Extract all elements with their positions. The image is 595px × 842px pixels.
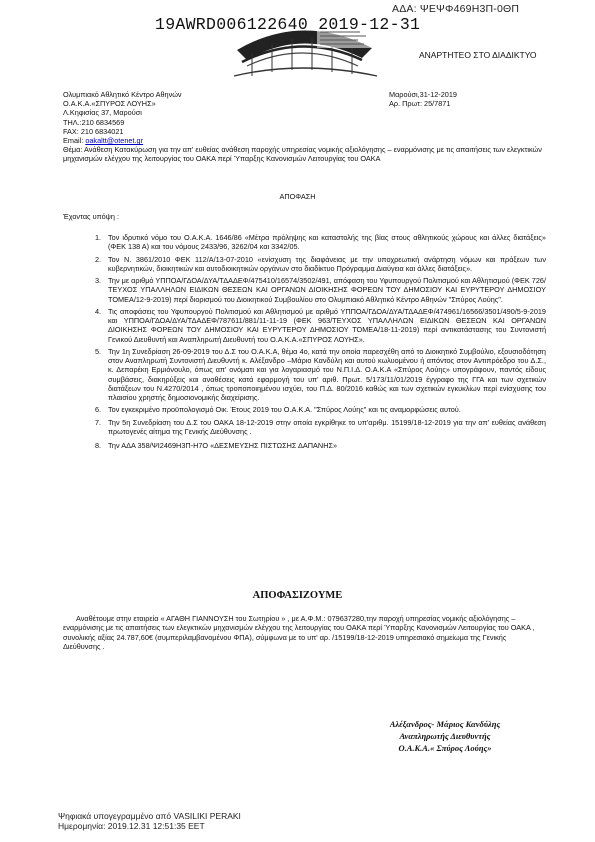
decision-body [63,614,539,652]
list-item [95,441,546,451]
org-email-line [63,136,182,145]
org-line: Λ.Κηφισίας 37, Μαρούσι [63,108,142,118]
signatory-title: Αναπληρωτής Διευθυντής [399,731,491,742]
document-date: Μαρούσι,31-12-2019 [389,90,457,99]
org-fax: FAX: 210 6834021 [63,126,124,136]
item-number: 1. [95,233,102,242]
signatory-name: Αλέξανδρος- Μάριος Κανδύλης [389,719,501,729]
item-number: 6. [95,405,102,415]
list-item [95,306,546,344]
list-item [95,417,546,436]
item-text: Την 1η Συνεδρίαση 26-09-2019 του Δ.Σ του Ο.Α.Κ.Α, θέμα 4ο, κατά την οποία παρεσχέθη από το Διοικητικό Συμβούλιο, εξουσιοδότηση στον Αναπληρωτή Συντονιστή Διευθυντή κ. Αλέξανδρο –Μάριο Κανδύλη και αυτού κωλυομένου ή απόντος στον Αντιπρόεδρο του Δ.Σ., κ. Δεπαρέκη Ερμιόνουλο, όπως απ' ονόματι και για λογαριασμό του Ν.Π.Ι.Δ. Ο.Α.Κ.Α «Σπύρος Λούης» υπογράφουν, παντός είδους συμβάσεις, διακηρύξεις και αναθέσεις κατά εφαρμογή του υπ' αριθ. Πρωτ. 5/173/11/01/2019 έγγραφο της ΓΓΑ και των σχετικών διατάξεων του Ν.4270/2014 , όπως τροποποιημένου ισχύει, του Π.Δ. 80/2016 καθώς και των σχετικών εγκυκλίων περί ενίσχυσης του πλαισίου χρηστής δημοσιονομικής διαχείρισης. [108,346,546,402]
considering-label: Έχοντας υπόψη : [63,212,120,221]
ada-code: ΑΔΑ: ΨΕΨΦ469Η3Π-0ΘΠ [392,3,520,15]
item-text: Τον εγκεκριμένο προϋπολογισμό Οικ. Έτους 2019 του Ο.Α.Κ.Α. "Σπύρος Λούης" και τις αναμορφώσεις αυτού. [108,405,461,415]
list-item [95,254,546,273]
org-line: Ο.Α.Κ.Α.«ΣΠΥΡΟΣ ΛΟΥΗΣ» [63,99,156,109]
digital-signer: Ψηφιακά υπογεγραμμένο από VASILIKI PERAKI [58,811,241,821]
item-text: Τον ιδρυτικό νόμο του Ο.Α.Κ.Α. 1646/86 «Μέτρα πρόληψης και καταστολής της βίας στους αθλητικούς χώρους και άλλες διατάξεις» (ΦΕΚ 138 Α) και του νόμους 2433/96, 3262/04 και 3342/05. [108,233,546,252]
subject-line: Θέμα: Ανάθεση Κατακύρωση για την απ' ευθείας ανάθεση παροχής υπηρεσίας νομικής αξιολόγησης – εναρμόνισης με τις απαιτήσεις των ελεγκτικών μηχανισμών ελέγχου της λειτουργίας του ΟΑΚΑ περί Ύπαρξης Κανονισμών Λειτουργίας του ΟΑΚΑ [63,145,542,164]
item-text: Την 5η Συνεδρίαση του Δ.Σ του ΟΑΚΑ 18-12-2019 στην οποία εγκρίθηκε το υπ'αριθμ. 15199/18-12-2019 για την απ' ευθείας ανάθεση πρωτογενές αίτημα της Γενικής Διεύθυνσης . [108,417,546,436]
org-phone: ΤΗΛ.:210 6834569 [63,117,125,127]
digital-signature-stamp [58,811,241,831]
we-decide-heading: ΑΠΟΦΑΣΙΖΟΥΜΕ [252,590,343,601]
signature-block [365,718,525,755]
item-number: 5. [95,346,102,356]
digital-signature-date: Ημερομηνία: 2019.12.31 12:51:35 EET [58,821,205,832]
posted-online-notice: ΑΝΑΡΤΗΤΕΟ ΣΤΟ ΔΙΑΔΙΚΤΥΟ [419,50,537,60]
item-text: Τις αποφάσεις του Υφυπουργού Πολιτισμού και Αθλητισμού με αριθμό ΥΠΠΟΑ/ΓΔΟΑ/ΔΥΑ/ΤΔΑΔΕΦ/474961/16566/3501/490/5-9-2019 και ΥΠΠΟΑ/ΓΔΟΑ/ΔΥΑ/ΤΔΑΔΕΦ/787611/881/11-11-19 (ΦΕΚ 963/ΤΕΥΧΟΣ ΥΠΑΛΛΗΛΩΝ ΕΙΔΙΚΩΝ ΘΕΣΕΩΝ ΚΑΙ ΟΡΓΑΝΩΝ ΔΙΟΙΚΗΣΗΣ ΦΟΡΕΩΝ ΤΟΥ ΔΗΜΟΣΙΟΥ ΚΑΙ ΕΥΡΥΤΕΡΟΥ ΔΗΜΟΣΙΟΥ ΤΟΜΕΑ/18-11-2019) περί αντικατάστασης του Συντονιστή Γενικού Διευθυντή και Αναπληρωτή Διευθυντή του Ο.Α.Κ.Α.«ΣΠΥΡΟΣ ΛΟΥΗΣ». [108,306,546,344]
list-item [95,233,546,252]
document-barcode-number: 19AWRD006122640 2019-12-31 [155,15,421,34]
item-text: Τον Ν. 3861/2010 ΦΕΚ 112/Α/13-07-2010 «ενίσχυση της διαφάνειας με την υποχρεωτική ανάρτηση νόμων και πράξεων των κυβερνητικών, διοικητικών και αυτοδιοικητικών οργάνων στο διαδίκτυο Πρόγραμμα Διαύγεια και άλλες διατάξεις». [108,254,546,273]
item-number: 7. [95,417,102,427]
item-text: Την με αριθμό ΥΠΠΟΑ/ΓΔΟΑ/ΔΥΑ/ΤΔΑΔΕΦ/475410/16574/3502/491, απόφαση του Υφυπουργού Πολιτισμού και Αθλητισμού (ΦΕΚ 726/ΤΕΥΧΟΣ ΥΠΑΛΛΗΛΩΝ ΕΙΔΙΚΩΝ ΘΕΣΕΩΝ ΚΑΙ ΟΡΓΑΝΩΝ ΔΙΟΙΚΗΣΗΣ ΦΟΡΕΩΝ ΤΟΥ ΔΗΜΟΣΙΟΥ ΚΑΙ ΕΥΡΥΤΕΡΟΥ ΔΗΜΟΣΙΟΥ ΤΟΜΕΑ/12-9-2019) περί διορισμού του Διοικητικού Συμβουλίου στο Ολυμπιακό Αθλητικό Κέντρο Αθηνών "Σπύρος Λούης". [108,276,546,304]
signatory-organization: Ο.Α.Κ.Α.« Σπύρος Λούης» [398,743,492,754]
item-text: Την ΑΔΑ 358/ΨΙ2469Η3Π-Η7Ο «ΔΕΣΜΕΥΣΗΣ ΠΙΣΤΩΣΗΣ ΔΑΠΑΝΗΣ» [108,441,338,451]
decision-heading: ΑΠΟΦΑΣΗ [279,192,316,201]
list-item [95,276,546,304]
item-number: 3. [95,276,102,286]
item-number: 4. [95,306,102,316]
considerations-list [95,233,546,454]
list-item [95,405,546,415]
email-link[interactable]: oakaltt@otenet.gr [85,136,144,146]
organization-address [63,90,182,145]
list-item [95,346,546,402]
item-number: 2. [95,254,102,264]
protocol-number: Αρ. Πρωτ: 25/7871 [389,99,451,109]
email-label: Email: [63,136,86,146]
decision-paragraph: Αναθέτουμε στην εταιρεία « ΑΓΑΘΗ ΓΙΑΝΝΟΥΣΗ του Σωτηρίου » , με Α.Φ.Μ.: 079637280,την παροχή υπηρεσίας νομικής αξιολόγησης –εναρμόνισης με τις απαιτήσεις των ελεγκτικών μηχανισμών ελέγχου της λειτουργίας του ΟΑΚΑ περί Ύπαρξης Κανονισμών Λειτουργίας του ΟΑΚΑ , συνολικής αξίας 24.787,60€ (συμπεριλαμβανομένου ΦΠΑ), σύμφωνα με το υπ' αρ. /15199/18-12-2019 υπηρεσιακό σημείωμα της Γενικής Διεύθυνσης . [63,614,535,652]
item-number: 8. [95,441,102,451]
org-line: Ολυμπιακό Αθλητικό Κέντρο Αθηνών [63,90,182,99]
date-protocol-block [389,90,457,108]
